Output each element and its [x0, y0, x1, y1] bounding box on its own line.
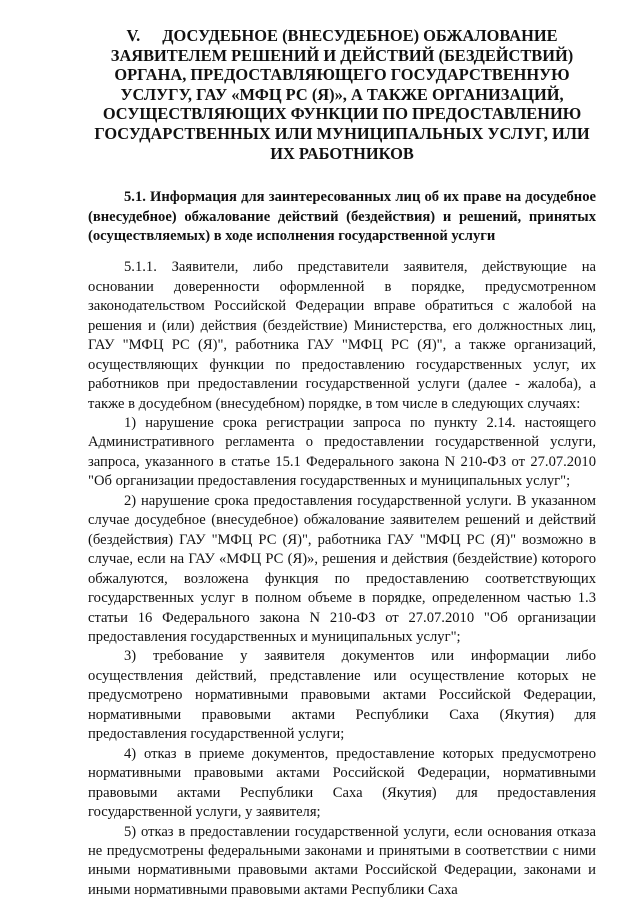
list-item-5: 5) отказ в предоставлении государственной услуги, если основания отказа не предусмотрены федеральными законами и принятыми в соответствии с ними иными нормативными правовыми актами Российской Федерации, законами и иными нормативными правовыми актами Республики Саха	[88, 823, 596, 898]
list-item-4: 4) отказ в приеме документов, предоставление которых предусмотрено нормативными правовыми актами Российской Федерации, нормативными правовыми актами Республики Саха (Якутия) для предоставления государственной услуги, у заявителя;	[88, 745, 596, 821]
subsection-heading: 5.1. Информация для заинтересованных лиц об их праве на досудебное (внесудебное) обжалование действий (бездействия) и решений, принятых (осуществляемых) в ходе исполнения государственной услуги	[88, 189, 596, 244]
section-title-text: ДОСУДЕБНОЕ (ВНЕСУДЕБНОЕ) ОБЖАЛОВАНИЕ ЗАЯВИТЕЛЕМ РЕШЕНИЙ И ДЕЙСТВИЙ (БЕЗДЕЙСТВИЙ) ОРГАНА, ПРЕДОСТАВЛЯЮЩЕГО ГОСУДАРСТВЕННУЮ УСЛУГУ, ГАУ «МФЦ РС (Я)», А ТАКЖЕ ОРГАНИЗАЦИЙ, ОСУЩЕСТВЛЯЮЩИХ ФУНКЦИИ ПО ПРЕДОСТАВЛЕНИЮ ГОСУДАРСТВЕННЫХ ИЛИ МУНИЦИПАЛЬНЫХ УСЛУГ, ИЛИ ИХ РАБОТНИКОВ	[94, 26, 590, 163]
list-item-2: 2) нарушение срока предоставления государственной услуги. В указанном случае досудебное (внесудебное) обжалование заявителем решений и действий (бездействия) ГАУ "МФЦ РС (Я)", работника ГАУ "МФЦ РС (Я)" возможно в случае, если на ГАУ «МФЦ РС (Я)», решения и действия (бездействие) которого обжалуются, возложена функция по предоставлению соответствующих государственных услуг в полном объеме в порядке, определенном частью 1.3 статьи 16 Федерального закона N 210-ФЗ от 27.07.2010 "Об организации предоставления государственных и муниципальных услуг";	[88, 492, 596, 645]
list-item-3: 3) требование у заявителя документов или информации либо осуществления действий, представление или осуществление которых не предусмотрено нормативными правовыми актами Российской Федерации, нормативными правовыми актами Республики Саха (Якутия) для предоставления государственной услуги;	[88, 648, 596, 743]
section-number: V.	[126, 26, 141, 45]
paragraph-5-1-1: 5.1.1. Заявители, либо представители заявителя, действующие на основании доверенности оформленной в порядке, предусмотренном законодательством Российской Федерации вправе обратиться с жалобой на решения и (или) действия (бездействие) Министерства, его должностных лиц, ГАУ "МФЦ РС (Я)", работника ГАУ "МФЦ РС (Я)", а также организаций, осуществляющих функции по предоставлению государственных услуг, их работников при предоставлении государственной услуги (далее - жалоба), а также в досудебном (внесудебном) порядке, в том числе в следующих случаях:	[88, 259, 596, 412]
section-heading	[88, 26, 596, 163]
list-item-1: 1) нарушение срока регистрации запроса по пункту 2.14. настоящего Административного регламента о предоставлении государственной услуги, запроса, указанного в статье 15.1 Федерального закона N 210-ФЗ от 27.07.2010 "Об организации предоставления государственных и муниципальных услуг";	[88, 415, 596, 490]
document-page	[88, 26, 596, 900]
